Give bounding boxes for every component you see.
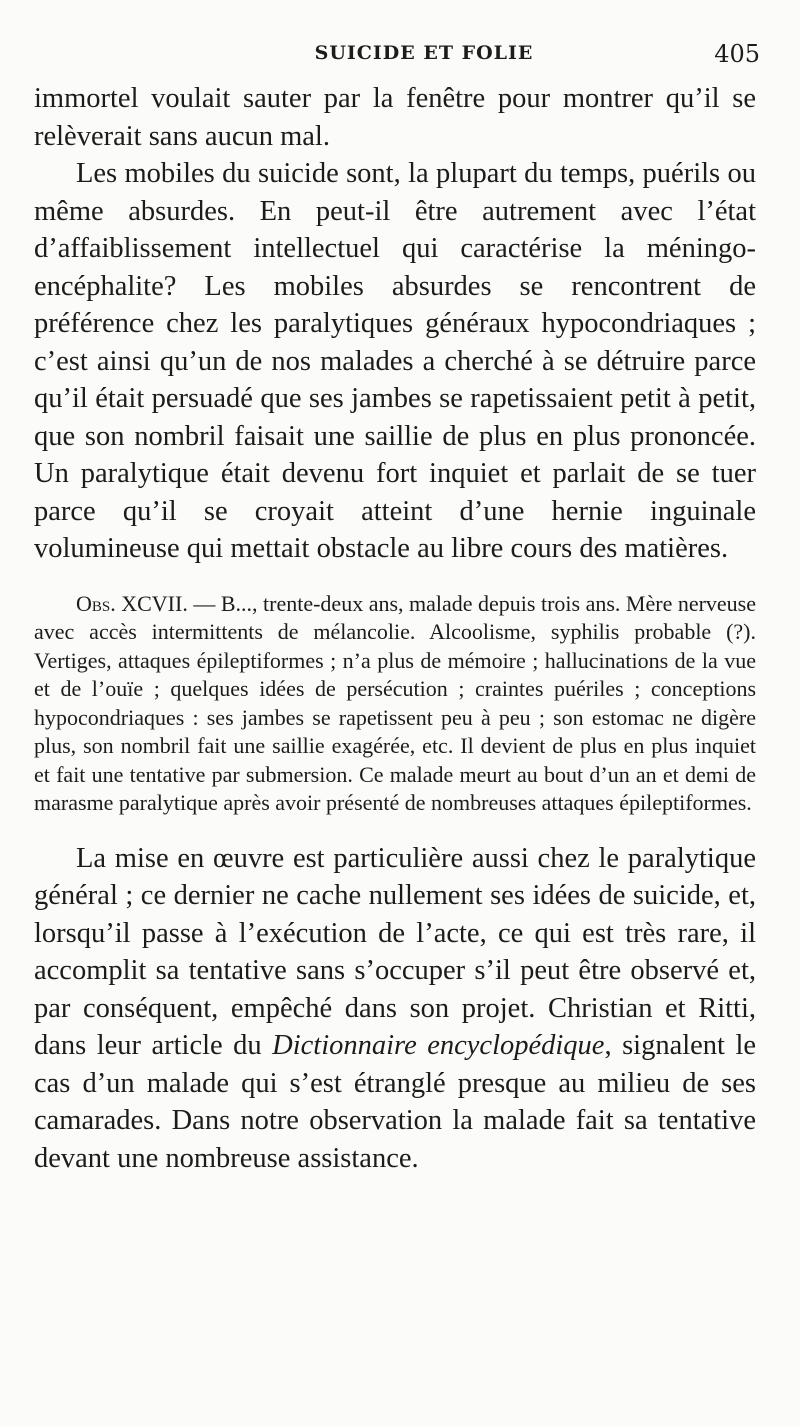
paragraph-mobiles: Les mobiles du suicide sont, la plupart du temps, puérils ou même absurdes. En peut-il être autrement avec l’état d’affaiblissement intellectuel qui caractérise la méningo-encéphalite? Les mobiles absurdes se rencontrent de préférence chez les paralytiques généraux hypocondriaques ; c’est ainsi qu’un de nos malades a cherché à se détruire parce qu’il était persuadé que ses jambes se rapetissaient petit à petit, que son nombril faisait une saillie de plus en plus prononcée. Un paralytique était devenu fort inquiet et parlait de se tuer parce qu’il se croyait atteint d’une hernie inguinale volumineuse qui mettait obstacle au libre cours des matières.: [34, 158, 756, 564]
observation-text: — B..., trente-deux ans, malade depuis trois ans. Mère nerveuse avec accès intermittents de mélancolie. Alcoolisme, syphilis probable (?). Vertiges, attaques épileptiformes ; n’a plus de mémoire ; hallucinations de la vue et de l’ouïe ; quelques idées de persécution ; craintes puériles ; conceptions hypocondriaques : ses jambes se rapetissent peu à peu ; son estomac ne digère plus, son nombril fait une saillie exagérée, etc. Il devient de plus en plus inquiet et fait une tentative par submersion. Ce malade meurt au bout d’un an et demi de marasme paralytique après avoir présenté de nombreuses attaques épileptiformes.: [34, 590, 757, 815]
observation-label: Obs. XCVII.: [76, 590, 188, 616]
running-title: SUICIDE ET FOLIE: [314, 42, 534, 64]
paragraph-continuation: immortel voulait sauter par la fenêtre pour montrer qu’il se relèverait sans aucun mal.: [34, 83, 756, 152]
final-text-part-2: , signalent le cas d’un malade qui s’est étranglé presque au milieu de ses camarades. Dans notre observation la malade fait sa tentative devant une nombreuse assistance.: [34, 1030, 757, 1174]
body-text: [34, 80, 756, 1177]
observation-block: [34, 590, 756, 818]
page-number: 405: [714, 40, 760, 68]
paragraph-mise-en-oeuvre: [34, 840, 756, 1178]
final-text-part-1: La mise en œuvre est particulière aussi chez le paralytique général ; ce dernier ne cache nullement ses idées de suicide, et, lorsqu’il passe à l’exécution de l’acte, ce qui est très rare, il accomplit sa tentative sans s’occuper s’il peut être observé et, par conséquent, empêché dans son projet. Christian et Ritti, dans leur article du: [34, 842, 756, 1061]
dictionary-title: Dictionnaire encyclopédique: [272, 1030, 605, 1061]
running-head: [34, 40, 764, 70]
